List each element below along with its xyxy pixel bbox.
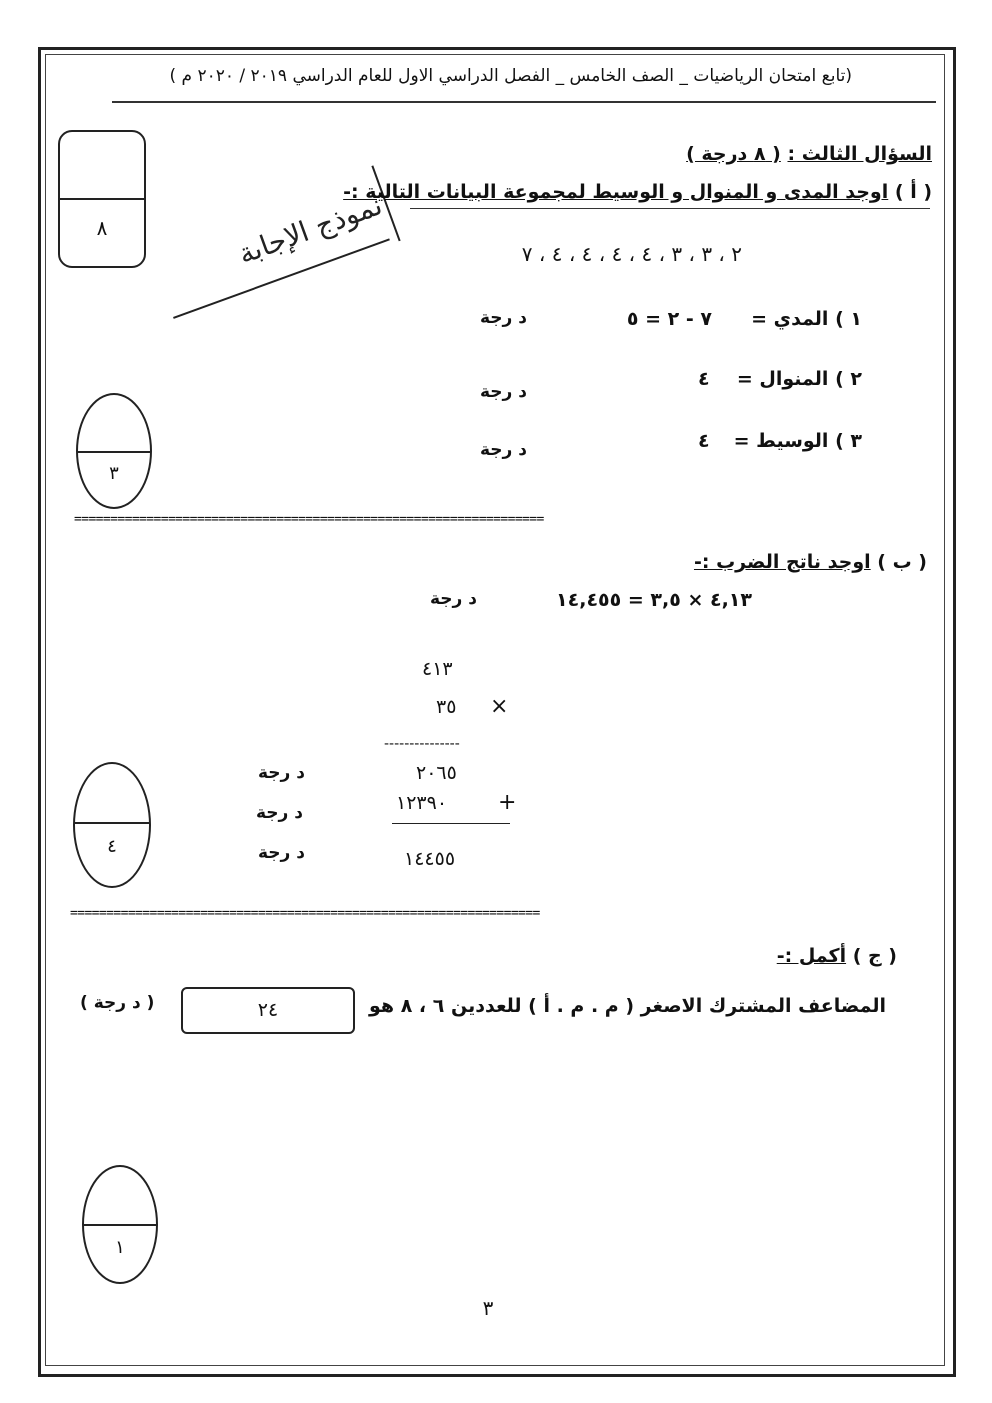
part-c-instruction: أكمل :- [776, 945, 847, 967]
part-c-score-oval [82, 1165, 158, 1284]
range-work: ٧ - ٢ = ٥ [626, 308, 712, 330]
median-label [734, 430, 862, 452]
part-c-score: ١ [115, 1237, 125, 1258]
page-number: ٣ [482, 1296, 494, 1320]
range-text: المدي = [751, 308, 829, 330]
total-score-box [58, 130, 146, 268]
mode-grade: د رجة [480, 382, 527, 402]
part-a-label: ( أ ) [894, 181, 932, 203]
stamp-text: نموذج الإجابة [233, 188, 387, 271]
part-a-score: ٣ [109, 463, 119, 484]
mult-partial-1: ٢٠٦٥ [416, 762, 457, 784]
separator-1: ================================================================= [74, 512, 544, 527]
part-c-oval-divider [84, 1224, 156, 1226]
mult-second: ٣٥ [436, 696, 457, 718]
part-a-oval-divider [78, 451, 150, 453]
part-a-instruction: اوجد المدى و المنوال و الوسيط لمجموعة البيانات التالية :- [343, 181, 889, 203]
part-b-instruction: اوجد ناتج الضرب :- [693, 551, 871, 573]
part-c-statement: المضاعف المشترك الاصغر ( م . م . أ ) للعددين ٦ ، ٨ هو [369, 995, 886, 1017]
mode-num: ٢ ) [835, 368, 862, 390]
part-c-answer-box [181, 987, 355, 1034]
part-b-heading [694, 551, 927, 573]
part-a-underline [410, 208, 930, 209]
question-points: ( ٨ درجة ) [686, 143, 781, 165]
mult-result: ١٤٤٥٥ [404, 848, 456, 870]
mode-text: المنوال = [736, 368, 829, 390]
median-num: ٣ ) [835, 430, 862, 452]
median-text: الوسيط = [733, 430, 829, 452]
mult-partial-2: ١٢٣٩٠ [396, 792, 448, 814]
part-b-label: ( ب ) [877, 551, 927, 573]
range-num: ١ ) [835, 308, 862, 330]
mult-times-sign: × [490, 694, 509, 719]
range-label [751, 308, 862, 330]
mode-label [737, 368, 862, 390]
part-b-score-oval [73, 762, 151, 888]
part-c-heading [777, 945, 897, 967]
median-work: ٤ [698, 430, 710, 452]
question-title: السؤال الثالث : [787, 143, 932, 165]
data-set: ٢ ، ٣ ، ٣ ، ٤ ، ٤ ، ٤ ، ٤ ، ٧ [521, 242, 742, 266]
mult-grade-1: د رجة [258, 763, 305, 783]
part-b-equation-grade: د رجة [430, 589, 477, 609]
total-score-divider [60, 198, 144, 200]
part-b-equation: ٤,١٣ × ٣,٥ = ١٤,٤٥٥ [556, 589, 752, 611]
part-c-label: ( ج ) [852, 945, 897, 967]
question-title-row [686, 143, 932, 165]
median-grade: د رجة [480, 440, 527, 460]
part-a-heading [343, 181, 932, 203]
header-rule [112, 101, 936, 103]
total-score-value: ٨ [96, 216, 108, 240]
part-b-score: ٤ [107, 836, 117, 857]
mult-plus-sign: + [498, 790, 517, 815]
mult-grade-3: د رجة [258, 843, 305, 863]
exam-header: (تابع امتحان الرياضيات _ الصف الخامس _ الفصل الدراسي الاول للعام الدراسي ٢٠١٩ / ٢٠٢٠ م ) [169, 66, 852, 86]
mult-sum-line [392, 823, 510, 824]
mode-work: ٤ [698, 368, 710, 390]
range-grade: د رجة [480, 308, 527, 328]
mult-grade-2: د رجة [256, 803, 303, 823]
part-b-oval-divider [75, 822, 149, 824]
mult-top: ٤١٣ [422, 658, 453, 680]
separator-2: ================================================================= [70, 906, 540, 921]
mult-dashes: --------------- [384, 736, 460, 752]
part-c-answer: ٢٤ [257, 999, 279, 1021]
part-a-score-oval [76, 393, 152, 509]
part-c-grade: ( د رجة ) [80, 993, 155, 1013]
